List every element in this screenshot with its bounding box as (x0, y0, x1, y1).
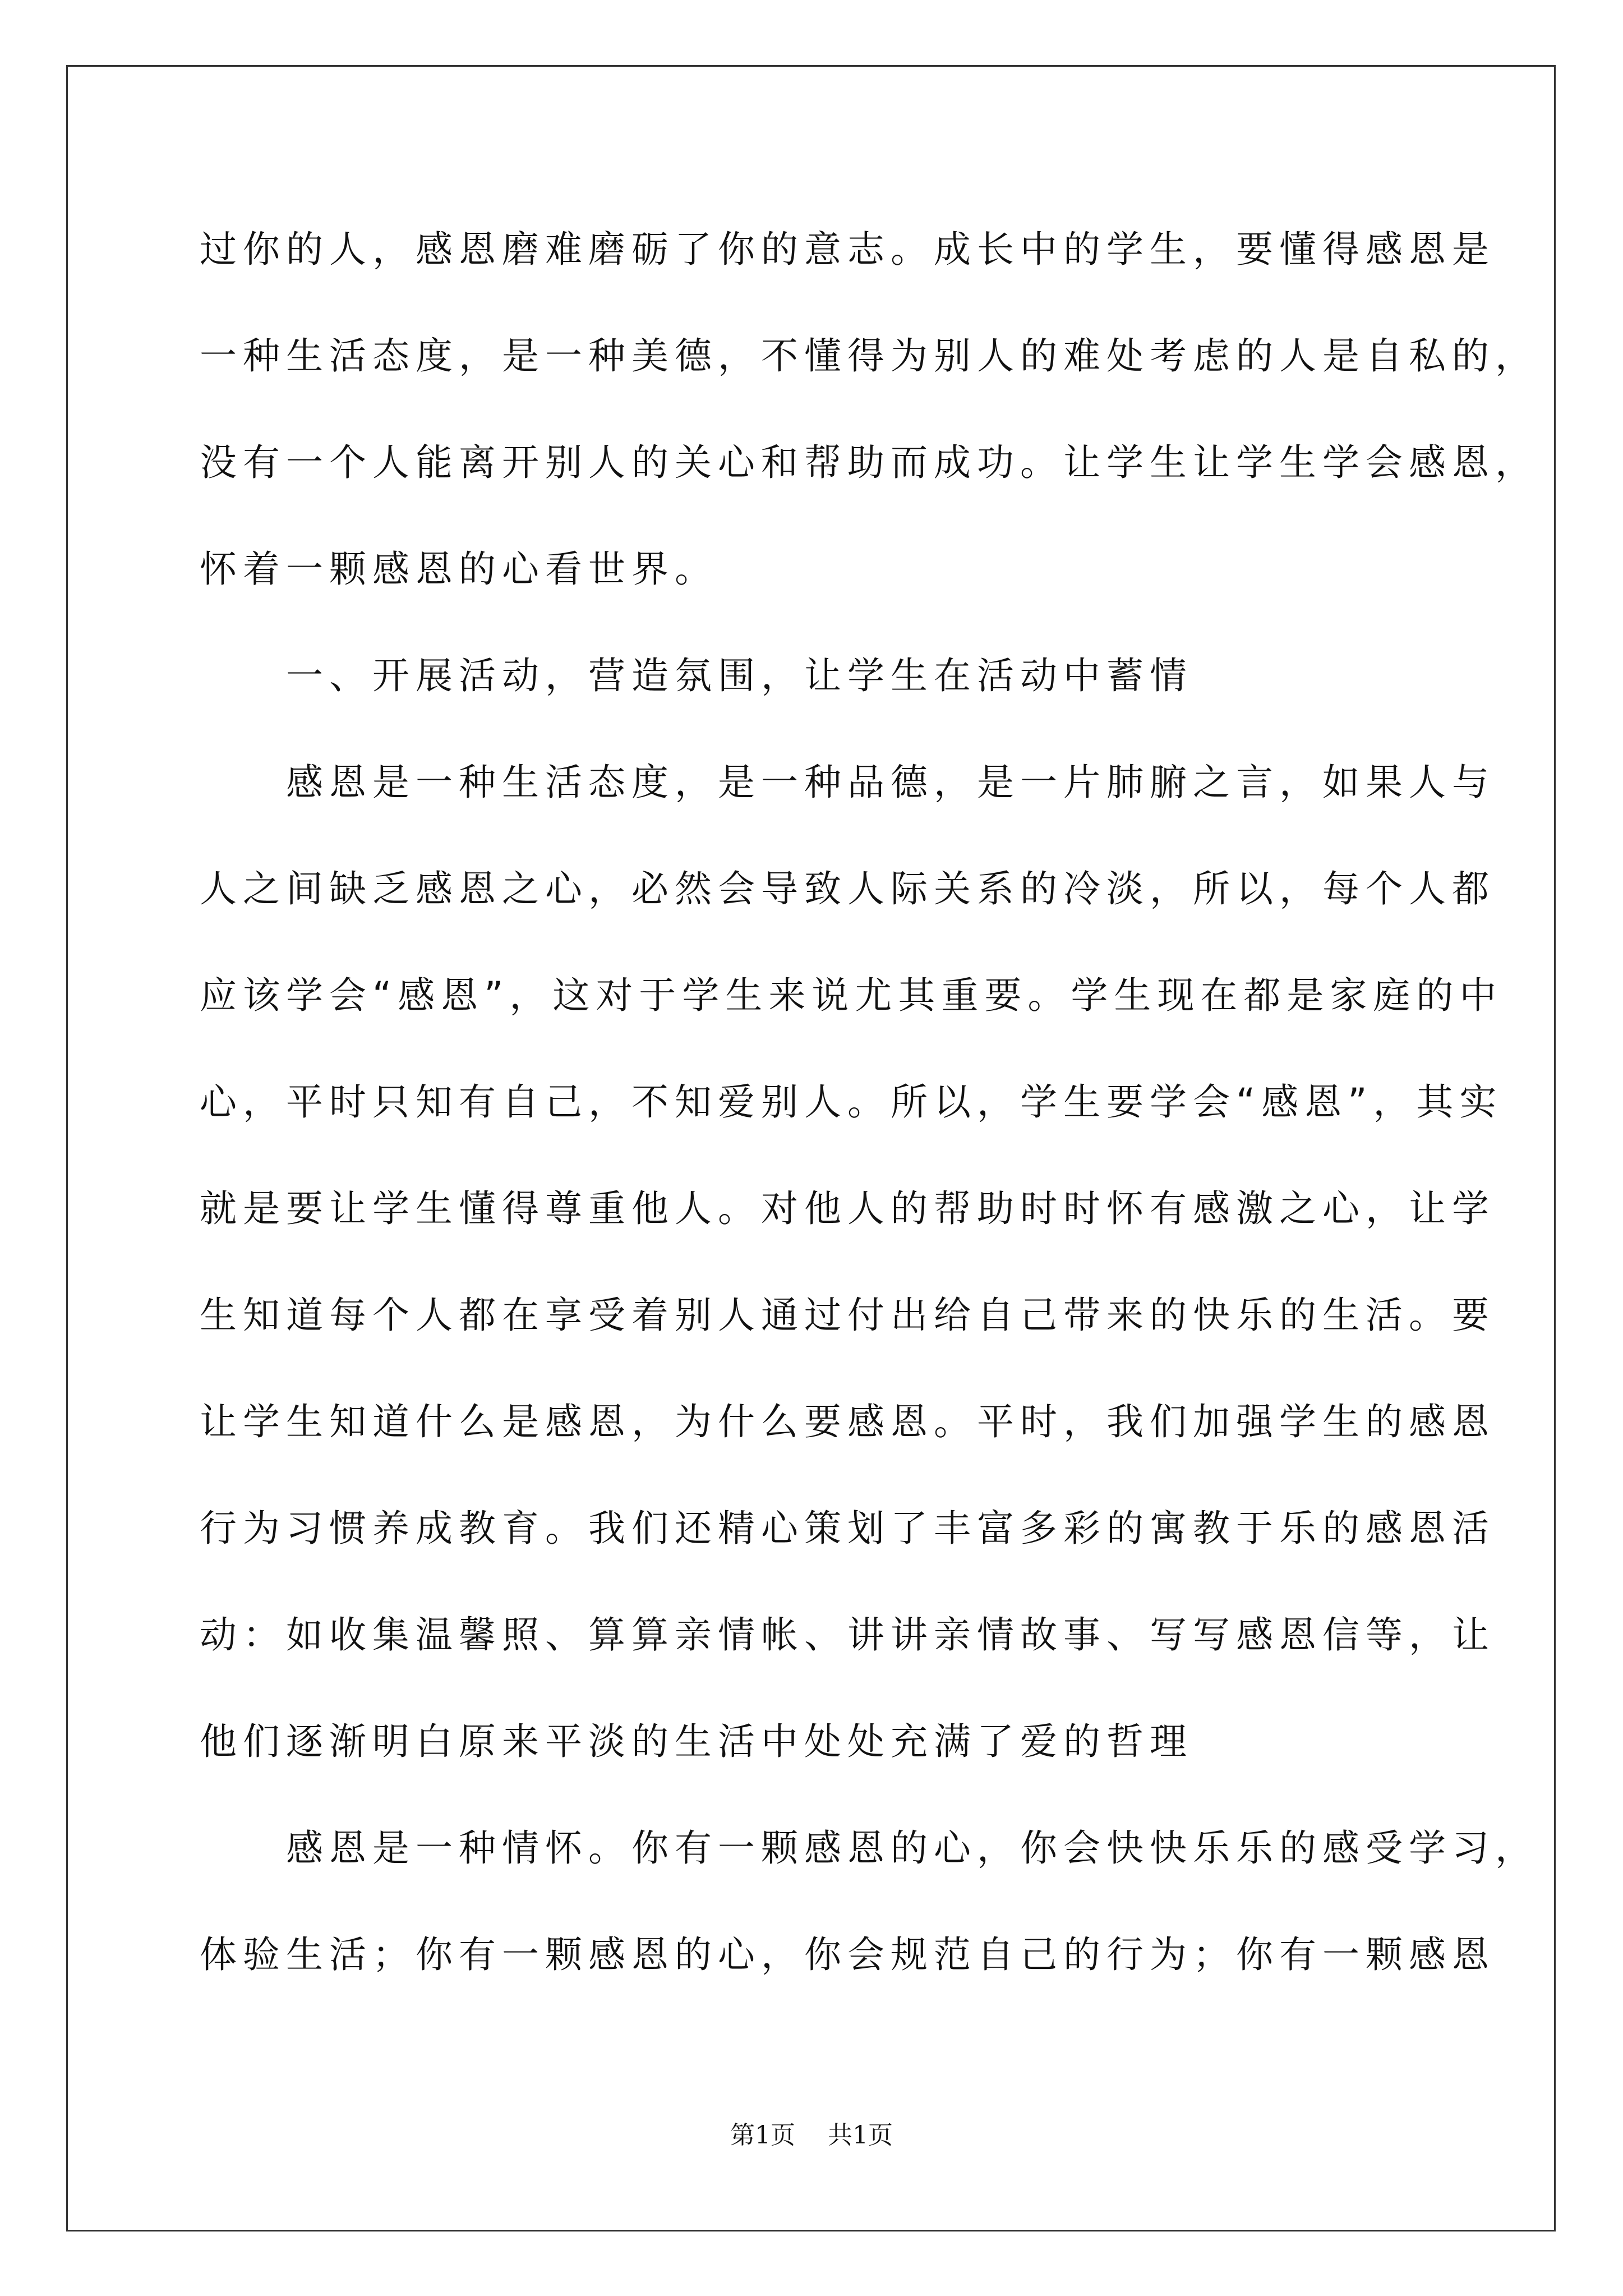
paragraph-line: 让学生知道什么是感恩，为什么要感恩。平时，我们加强学生的感恩 (200, 1400, 1495, 1443)
paragraph-line: 一种生活态度，是一种美德，不懂得为别人的难处考虑的人是自私的， (200, 334, 1538, 378)
section-heading: 一、开展活动，营造氛围，让学生在活动中蓄情 (286, 654, 1193, 697)
paragraph-line: 过你的人，感恩磨难磨砺了你的意志。成长中的学生，要懂得感恩是 (200, 228, 1495, 271)
paragraph-line: 就是要让学生懂得尊重他人。对他人的帮助时时怀有感激之心，让学 (200, 1187, 1495, 1230)
paragraph-line: 感恩是一种生活态度，是一种品德，是一片肺腑之言，如果人与 (286, 761, 1495, 804)
paragraph-line: 体验生活；你有一颗感恩的心，你会规范自己的行为；你有一颗感恩 (200, 1933, 1495, 1976)
paragraph-line: 应该学会“感恩”，这对于学生来说尤其重要。学生现在都是家庭的中 (200, 974, 1503, 1017)
page-total: 共1页 (828, 2121, 893, 2150)
paragraph-line: 生知道每个人都在享受着别人通过付出给自己带来的快乐的生活。要 (200, 1294, 1495, 1337)
paragraph-line: 没有一个人能离开别人的关心和帮助而成功。让学生让学生学会感恩， (200, 441, 1538, 484)
paragraph-line: 行为习惯养成教育。我们还精心策划了丰富多彩的寓教于乐的感恩活 (200, 1507, 1495, 1550)
paragraph-line: 动：如收集温馨照、算算亲情帐、讲讲亲情故事、写写感恩信等，让 (200, 1613, 1495, 1657)
page-number: 第1页 (730, 2121, 795, 2150)
paragraph-line: 怀着一颗感恩的心看世界。 (200, 547, 718, 591)
page-footer (0, 2115, 1623, 2151)
paragraph-line: 感恩是一种情怀。你有一颗感恩的心，你会快快乐乐的感受学习， (286, 1826, 1538, 1870)
paragraph-line: 心，平时只知有自己，不知爱别人。所以，学生要学会“感恩”，其实 (200, 1080, 1503, 1124)
document-body (200, 213, 1538, 2025)
paragraph-line: 他们逐渐明白原来平淡的生活中处处充满了爱的哲理 (200, 1720, 1193, 1763)
paragraph-line: 人之间缺乏感恩之心，必然会导致人际关系的冷淡，所以，每个人都 (200, 867, 1495, 910)
